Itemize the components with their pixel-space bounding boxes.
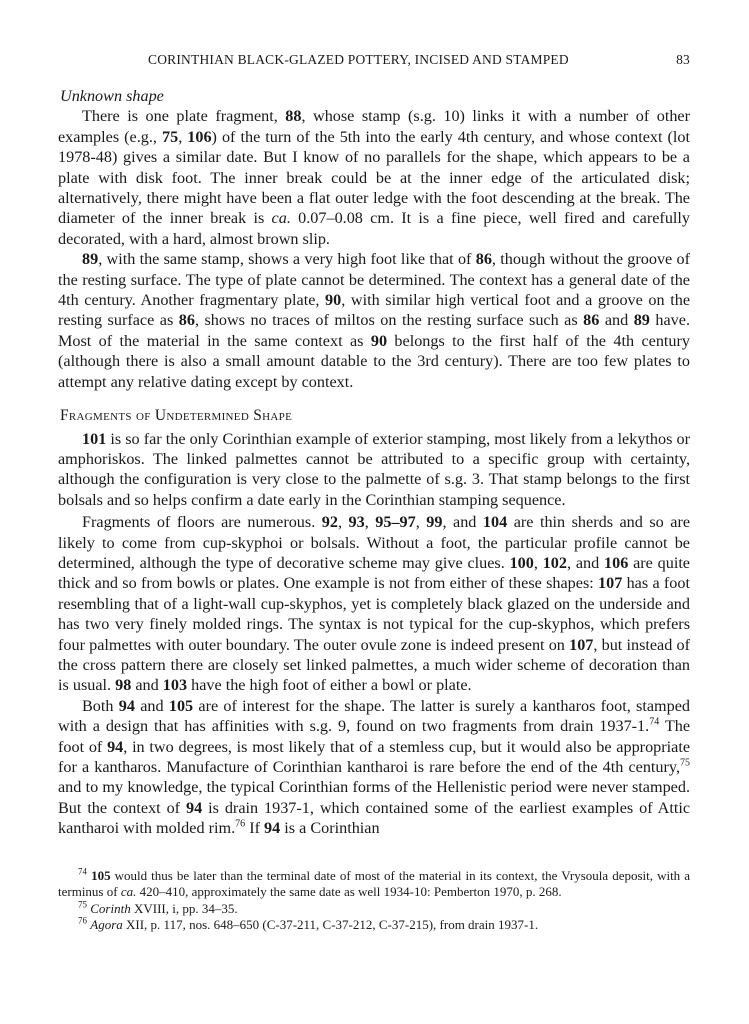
footnote-76: $^{76}$ Agora XII, p. 117, nos. 648–650 (C-37-211, C-37-212, C-37-215), from drain 1937-1.: [78, 915, 539, 933]
footnote-74: $^{74}$ 105 would thus be later than the terminal date of most of the material in its context, the Vrysoula deposit, with a terminus of ca. 420–410, approximately the same date as well 1934-10: Pemberton 1970, p. 268.: [58, 866, 691, 900]
paragraph: Both 94 and 105 are of interest for the shape. The latter is surely a kantharos foot, stamped with a design that has affinities with s.g. 9, found on two fragments from drain 1937-1.74 The foot of 94, in two degrees, is most likely that of a stemless cup, but it would also be appropriate for a kantharos. Manufacture of Corinthian kantharoi is rare before the end of the 4th century,$^{75}$ and to my knowledge, the typical Corinthian forms of the Hellenistic period were never stamped. But the context of 94 is drain 1937-1, which contained some of the earliest examples of Attic kantharoi with molded rim.$^{76}$ If 94 is a Corinthian: [58, 696, 691, 838]
body-text: [58, 86, 690, 839]
footnote-75: $^{75}$ Corinth XVIII, i, pp. 34–35.: [78, 899, 238, 916]
paragraph: 101 is so far the only Corinthian example of exterior stamping, most likely from a lekythos or amphoriskos. The linked palmettes cannot be attributed to a specific group with certainty, although the configuration is very close to the palmette of s.g. 3. That stamp belongs to the first bolsals and so helps confirm a date early in the Corinthian stamping sequence.: [58, 429, 690, 509]
section-heading-fragments: Fragments of Undetermined Shape: [60, 407, 293, 425]
page-number: 83: [676, 52, 690, 67]
paragraph: 89, with the same stamp, shows a very high foot like that of 86, though without the groove of the resting surface. The type of plate cannot be determined. The context has a general date of the 4th century. Another fragmentary plate, 90, with similar high vertical foot and a groove on the resting surface as 86, shows no traces of miltos on the resting surface such as 86 and 89 have. Most of the material in the same context as 90 belongs to the first half of the 4th century (although there is also a small amount datable to the 3rd century). There are too few plates to attempt any relative dating except by context.: [58, 250, 690, 391]
paragraph: Fragments of floors are numerous. 92, 93, 95–97, 99, and 104 are thin sherds and so are likely to come from cup-skyphoi or bolsals. Without a foot, the particular profile cannot be determined, although the type of decorative scheme may give clues. 100, 102, and 106 are quite thick and so from bowls or plates. One example is not from either of these shapes: 107 has a foot resembling that of a light-wall cup-skyphos, yet is completely black glazed on the underside and has two very finely molded rings. The syntax is not typical for the cup-skyphos, which prefers four palmettes with outer boundary. The outer ovule zone is indeed present on 107, but instead of the cross pattern there are closely set linked palmettes, a much wider scheme of decoration than is usual. 98 and 103 have the high foot of either a bowl or plate.: [58, 513, 691, 695]
running-title: CORINTHIAN BLACK-GLAZED POTTERY, INCISED AND STAMPED: [148, 52, 569, 67]
paragraph: There is one plate fragment, 88, whose stamp (s.g. 10) links it with a number of other examples (e.g., 75, 106) of the turn of the 5th into the early 4th century, and whose context (lot 1978-48) gives a similar date. But I know of no parallels for the shape, which appears to be a plate with disk foot. The inner break could be at the inner edge of the articulated disk; alternatively, there might have been a flat outer ledge with the foot descending at the break. The diameter of the inner break is ca. 0.07–0.08 cm. It is a fine piece, well fired and carefully decorated, with a hard, almost brown slip.: [58, 107, 691, 248]
section-heading-unknown-shape: Unknown shape: [60, 87, 164, 105]
footnotes: [58, 868, 690, 934]
